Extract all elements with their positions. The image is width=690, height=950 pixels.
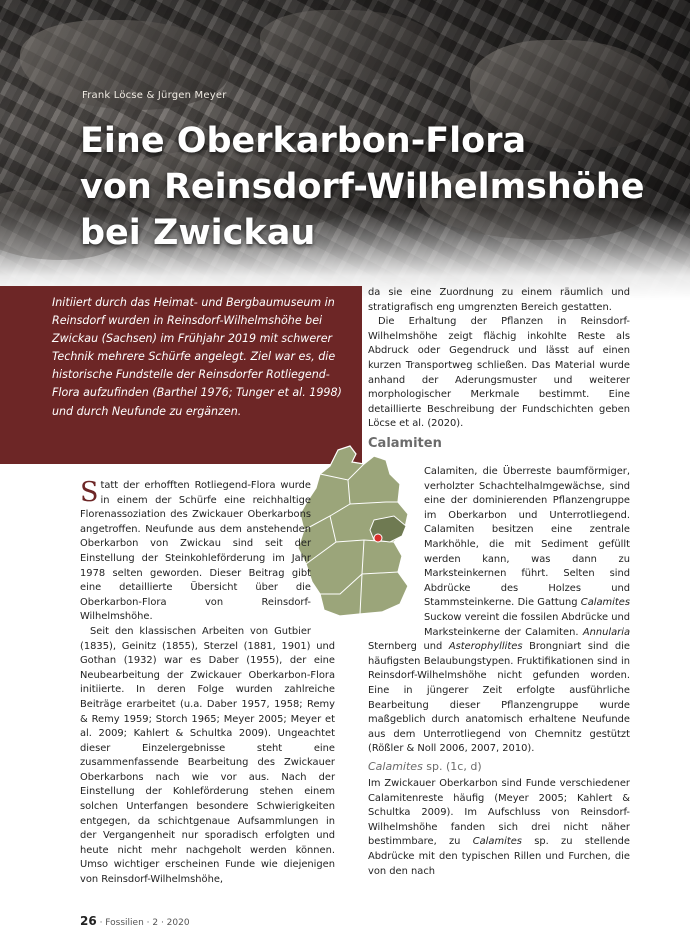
paragraph-continuation: da sie eine Zuordnung zu einem räumlich und stratigrafisch eng umgrenzten Bereich gestatten. xyxy=(368,287,630,313)
right-column xyxy=(368,465,630,757)
journal-info: · Fossilien · 2 · 2020 xyxy=(96,918,190,928)
title-line-3: bei Zwickau xyxy=(80,213,316,253)
paragraph-preservation: Die Erhaltung der Pflanzen in Reinsdorf-Wilhelmshöhe zeigt flächig inkohlte Reste als Abdruck oder Gegendruck und lässt auf einen kurzen Transportweg schließen. Das Material wurde anhand der Aderungsmuster und weiterer morphologischer Merkmale bestimmt. Eine detaillierte Beschreibung der Fundschichten geben Löcse et al. (2020). xyxy=(368,316,630,430)
heading-calamiten: Calamiten xyxy=(368,436,442,451)
article-title xyxy=(80,118,680,256)
page-number: 26 xyxy=(80,914,97,928)
drop-cap: S xyxy=(80,477,99,508)
title-line-2: von Reinsdorf-Wilhelmshöhe xyxy=(80,167,645,207)
page-footer xyxy=(80,914,190,928)
authors: Frank Löcse & Jürgen Meyer xyxy=(82,90,227,101)
right-column-lower xyxy=(368,777,630,879)
intro-box: Initiiert durch das Heimat- und Bergbaumuseum in Reinsdorf wurden in Reinsdorf-Wilhelmshöhe bei Zwickau (Sachsen) im Frühjahr 2019 mit schwerer Technik mehrere Schürfe angelegt. Ziel war es, die historische Fundstelle der Reinsdorfer Rotliegend-Flora aufzufinden (Barthel 1976; Tunger et al. 1998) und durch Neufunde zu ergänzen. xyxy=(0,286,362,464)
paragraph-calamites-sp: Im Zwickauer Oberkarbon sind Funde verschiedener Calamitenreste häufig (Meyer 2005; Kahlert & Schultka 2009). Im Aufschluss von Reinsdorf-Wilhelmshöhe fanden sich drei nicht näher bestimmbare, zu Calamites sp. zu stellende Abdrücke mit den typischen Rillen und Furchen, die von den nach xyxy=(368,778,630,877)
paragraph-intro: Statt der erhofften Rotliegend-Flora wurde in einem der Schürfe eine reichhaltige Florenassoziation des Zwickauer Oberkarbons angetroffen. Neufunde aus dem anstehenden Oberkarbon von Zwickau sind seit der Einstellung der Steinkohleförderung im Jahr 1978 selten geworden. Dieser Beitrag gibt eine detaillierte Übersicht über die Oberkarbon-Flora von Reinsdorf-Wilhelmshöhe. xyxy=(80,477,311,623)
right-column-top xyxy=(368,286,630,432)
paragraph-calamiten: Calamiten, die Überreste baumförmiger, verholzter Schachtelhalmgewächse, sind eine der dominierenden Pflanzengruppe im Oberkarbon und Unterrotliegend. Calamiten besitzen eine zentrale Markhöhle, die mit Sediment gefüllt werden kann, was dann zu Marksteinkernen führt. Selten sind Abdrücke des Holzes und Stammsteinkerne. Die Gattung Calamites Suckow vereint die fossilen Abdrücke und Marksteinkerne der Calamiten. Annularia Sternberg und Asterophyllites Brongniart sind die häufigsten Belaubungstypen. Fruktifikationen sind in Reinsdorf-Wilhelmshöhe nicht gefunden worden. Eine in jüngerer Zeit erfolgte ausführliche Bearbeitung dieser Pflanzengruppe wurde maßgeblich durch anatomisch erhaltene Neufunde aus dem Unterrotliegend von Chemnitz gestützt (Rößler & Noll 2006, 2007, 2010). xyxy=(368,466,630,755)
paragraph-history: Seit den klassischen Arbeiten von Gutbier (1835), Geinitz (1855), Sterzel (1881, 1901) und Gothan (1932) war es Daber (1955), der eine Neubearbeitung der Zwickauer Oberkarbon-Flora initiierte. In deren Folge wurden zahlreiche Beiträge erarbeitet (u.a. Daber 1957, 1958; Remy & Remy 1959; Storch 1965; Meyer 2005; Meyer et al. 2009; Kahlert & Schultka 2009). Ungeachtet dieser Einzelergebnisse steht eine zusammenfassende Bearbeitung des Zwickauer Oberkarbons nach wie vor aus. Nach der Einstellung der Kohleförderung stehen einem solchen Unterfangen besondere Schwierigkeiten entgegen, da schichtgenaue Aufsammlungen in der Vergangenheit nur sporadisch erfolgten und heute nicht mehr nachgeholt werden können. Umso wichtiger erscheinen Funde wie diejenigen von Reinsdorf-Wilhelmshöhe, xyxy=(80,625,335,886)
title-line-1: Eine Oberkarbon-Flora xyxy=(80,121,527,161)
left-column xyxy=(80,479,335,888)
heading-calamites-sp: Calamites sp. (1c, d) xyxy=(368,760,482,773)
